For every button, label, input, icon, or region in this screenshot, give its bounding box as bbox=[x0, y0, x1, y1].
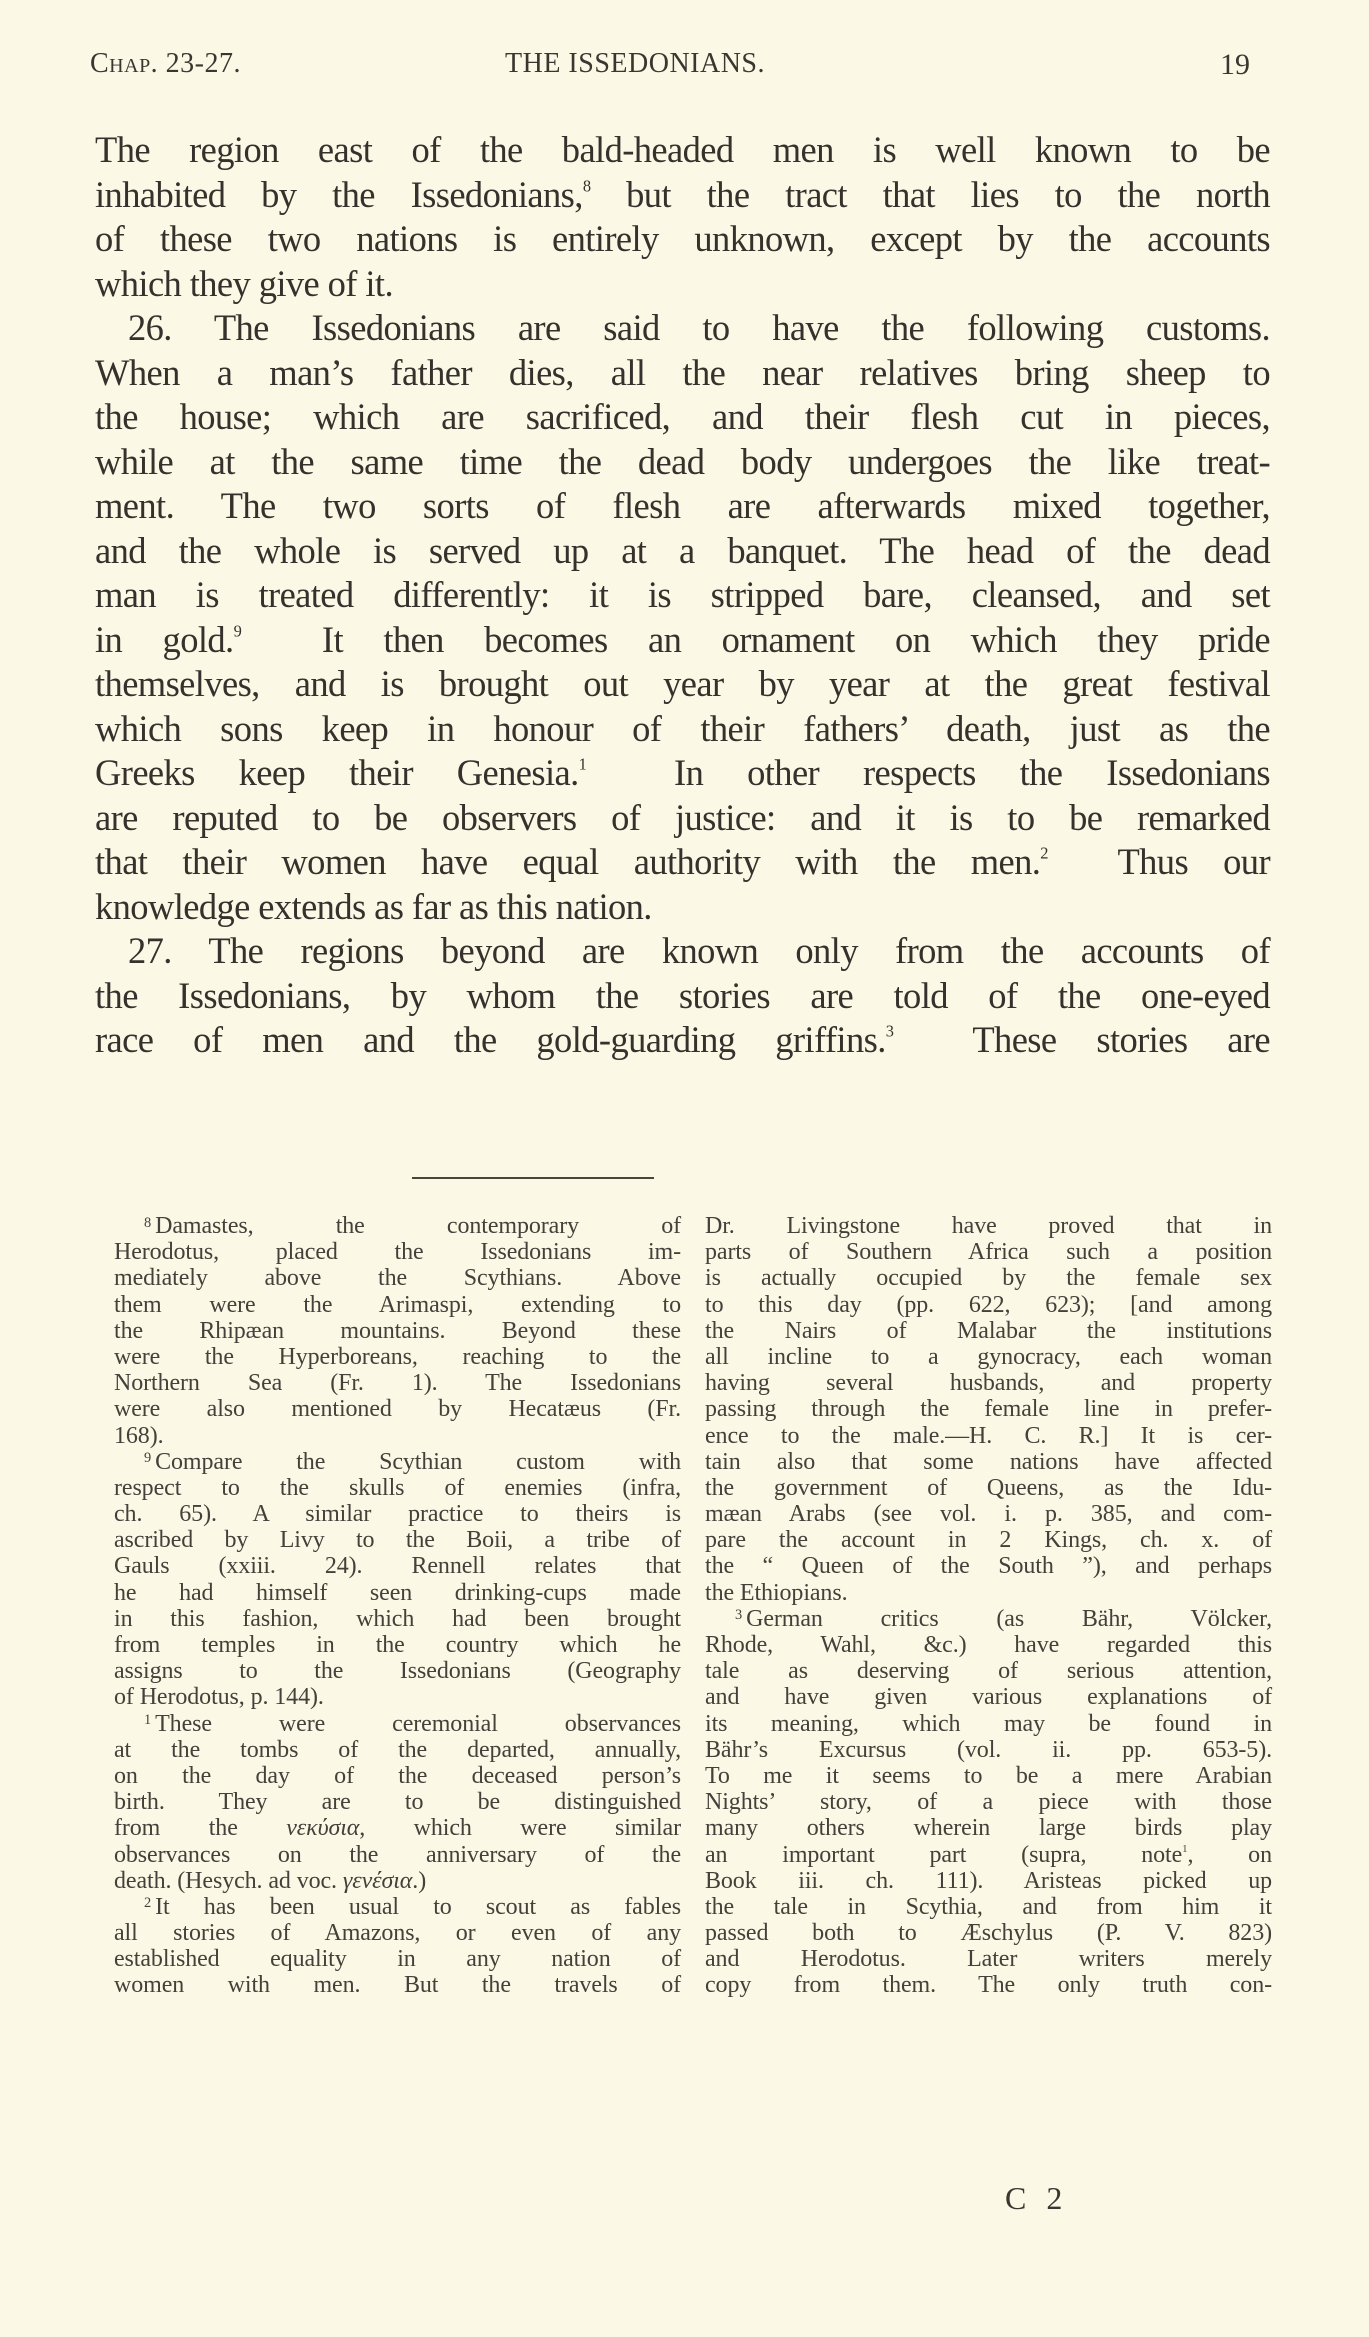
note-line: Northern Sea (Fr. 1). The Issedonians bbox=[114, 1370, 681, 1397]
text-line: of these two nations is entirely unknown, except by the accounts bbox=[95, 218, 1270, 259]
note-line: Book iii. ch. 111). Aristeas picked up bbox=[705, 1867, 1272, 1894]
note-line: Gauls (xxiii. 24). Rennell relates that bbox=[114, 1553, 681, 1580]
note-line: mediately above the Scythians. Above bbox=[114, 1265, 681, 1292]
note-line: he had himself seen drinking-cups made bbox=[114, 1579, 681, 1606]
footnotes-left-column bbox=[114, 1213, 681, 1999]
note-line: passed both to Æschylus (P. V. 823) bbox=[705, 1920, 1272, 1947]
note-line: Bähr’s Excursus (vol. ii. pp. 653-5). bbox=[705, 1736, 1272, 1763]
note-line: women with men. But the travels of bbox=[114, 1972, 681, 1999]
footnote-ref-1[interactable]: 1 bbox=[578, 754, 587, 774]
footnote-mark-8: 8 bbox=[144, 1214, 152, 1231]
note-line: passing through the female line in prefer- bbox=[705, 1396, 1272, 1423]
footnote-1: $^1$ These were ceremonial observances bbox=[144, 1710, 681, 1737]
text-line: The region east of the bald-headed men is well known to be bbox=[95, 129, 1270, 170]
note-line: parts of Southern Africa such a position bbox=[705, 1239, 1272, 1266]
text-line: which they give of it. bbox=[95, 262, 393, 304]
text-line: and the whole is served up at a banquet. The head of the dead bbox=[95, 529, 1270, 571]
note-line: were also mentioned by Hecatæus (Fr. bbox=[114, 1396, 681, 1423]
text-line: which sons keep in honour of their fathers’ death, just as the bbox=[95, 707, 1270, 749]
greek-word-genesia: γενέσια bbox=[342, 1867, 413, 1894]
note-line: many others wherein large birds play bbox=[705, 1815, 1272, 1842]
note-line: them were the Arimaspi, extending to bbox=[114, 1291, 681, 1318]
note-line: observances on the anniversary of the bbox=[114, 1841, 681, 1868]
footnote-mark-3: 3 bbox=[735, 1607, 743, 1624]
supra-note-mark: 1 bbox=[1182, 1842, 1188, 1855]
note-line: respect to the skulls of enemies (infra, bbox=[114, 1474, 681, 1501]
note-line: and have given various explanations of bbox=[705, 1684, 1272, 1711]
note-line: the Nairs of Malabar the institutions bbox=[705, 1317, 1272, 1344]
text-line: race of men and the gold-guarding griffins.$^3$ These stories are bbox=[95, 1019, 1271, 1060]
note-line: Dr. Livingstone have proved that in bbox=[705, 1213, 1272, 1239]
text-line: Greeks keep their Genesia.$^1$ In other respects the Issedonians bbox=[95, 752, 1270, 793]
text-line: the house; which are sacrificed, and their flesh cut in pieces, bbox=[95, 396, 1270, 437]
note-line: 168). bbox=[114, 1422, 164, 1449]
chapter-range: Chap. 23-27. bbox=[90, 48, 242, 79]
note-line: assigns to the Issedonians (Geography bbox=[114, 1658, 681, 1685]
text-line: inhabited by the Issedonians,$^8$ but the tract that lies to the north bbox=[95, 173, 1271, 215]
note-line: the Ethiopians. bbox=[705, 1579, 848, 1606]
signature-mark: C 2 bbox=[1005, 2180, 1069, 2216]
note-line: the Rhipæan mountains. Beyond these bbox=[114, 1317, 681, 1344]
footnote-8: $^8$ Damastes, the contemporary of bbox=[144, 1213, 681, 1239]
note-line: Rhode, Wahl, &c.) have regarded this bbox=[705, 1632, 1272, 1658]
note-line: ch. 65). A similar practice to theirs is bbox=[114, 1501, 681, 1528]
page-number: 19 bbox=[1220, 48, 1250, 81]
note-line: all stories of Amazons, or even of any bbox=[114, 1920, 681, 1947]
footnote-ref-3[interactable]: 3 bbox=[885, 1021, 894, 1041]
text-line: the Issedonians, by whom the stories are told of the one-eyed bbox=[95, 974, 1270, 1016]
note-line: established equality in any nation of bbox=[114, 1946, 681, 1973]
note-line: on the day of the deceased person’s bbox=[114, 1762, 681, 1789]
note-line: and Herodotus. Later writers merely bbox=[705, 1946, 1272, 1973]
note-line: birth. They are to be distinguished bbox=[114, 1789, 681, 1816]
footnote-separator-rule bbox=[412, 1177, 654, 1179]
footnote-9: $^9$ Compare the Scythian custom with bbox=[144, 1448, 681, 1475]
note-line: all incline to a gynocracy, each woman bbox=[705, 1343, 1272, 1370]
note-line: tale as deserving of serious attention, bbox=[705, 1658, 1272, 1685]
text-line: knowledge extends as far as this nation. bbox=[95, 885, 652, 927]
note-line: an important part (supra, note$^1$, on bbox=[705, 1841, 1272, 1868]
text-line: in gold.$^9$ It then becomes an ornament on which they pride bbox=[95, 618, 1270, 660]
section-26-start: 26. The Issedonians are said to have the following customs. bbox=[128, 307, 1270, 348]
running-head bbox=[90, 48, 1270, 88]
footnote-ref-9[interactable]: 9 bbox=[233, 620, 242, 640]
note-line: pare the account in 2 Kings, ch. x. of bbox=[705, 1527, 1272, 1554]
footnote-ref-8[interactable]: 8 bbox=[582, 175, 591, 195]
note-line: ascribed by Livy to the Boii, a tribe of bbox=[114, 1527, 681, 1554]
text-line: themselves, and is brought out year by year at the great festival bbox=[95, 663, 1270, 704]
note-line: Herodotus, placed the Issedonians im- bbox=[114, 1239, 681, 1266]
note-line: death. (Hesych. ad voc. γενέσια.) bbox=[114, 1867, 427, 1894]
note-line: from temples in the country which he bbox=[114, 1632, 681, 1658]
text-line: are reputed to be observers of justice: and it is to be remarked bbox=[95, 796, 1270, 838]
note-line: in this fashion, which had been brought bbox=[114, 1605, 681, 1632]
text-line: that their women have equal authority with the men.$^2$ Thus our bbox=[95, 841, 1271, 882]
note-line: its meaning, which may be found in bbox=[705, 1710, 1272, 1737]
page-title: THE ISSEDONIANS. bbox=[505, 48, 765, 79]
footnote-mark-2: 2 bbox=[144, 1895, 152, 1912]
text-line: man is treated differently: it is stripped bare, cleansed, and set bbox=[95, 574, 1270, 615]
note-line: mæan Arabs (see vol. i. p. 385, and com- bbox=[705, 1501, 1272, 1528]
note-line: copy from them. The only truth con- bbox=[705, 1972, 1272, 1999]
note-line: the tale in Scythia, and from him it bbox=[705, 1893, 1272, 1920]
note-line: Nights’ story, of a piece with those bbox=[705, 1789, 1272, 1816]
note-line: from the νεκύσια, which were similar bbox=[114, 1815, 681, 1842]
footnote-ref-2[interactable]: 2 bbox=[1040, 843, 1048, 863]
note-line: were the Hyperboreans, reaching to the bbox=[114, 1343, 681, 1370]
footnote-3: $^3$ German critics (as Bähr, Völcker, bbox=[735, 1605, 1272, 1632]
text-line: ment. The two sorts of flesh are afterwards mixed together, bbox=[95, 485, 1270, 526]
main-text-body bbox=[95, 128, 1270, 1063]
footnotes-right-column bbox=[705, 1213, 1272, 1999]
text-line: When a man’s father dies, all the near relatives bring sheep to bbox=[95, 351, 1270, 393]
note-line: at the tombs of the departed, annually, bbox=[114, 1736, 681, 1763]
note-line: ence to the male.—H. C. R.] It is cer- bbox=[705, 1422, 1272, 1449]
note-line: to this day (pp. 622, 623); [and among bbox=[705, 1291, 1272, 1318]
note-line: of Herodotus, p. 144). bbox=[114, 1684, 324, 1711]
note-line: To me it seems to be a mere Arabian bbox=[705, 1762, 1272, 1789]
note-line: tain also that some nations have affected bbox=[705, 1448, 1272, 1475]
footnote-mark-9: 9 bbox=[144, 1450, 152, 1467]
text-line: while at the same time the dead body undergoes the like treat- bbox=[95, 440, 1270, 482]
section-27-start: 27. The regions beyond are known only from the accounts of bbox=[128, 930, 1270, 971]
note-line: the “ Queen of the South ”), and perhaps bbox=[705, 1553, 1272, 1580]
note-line: having several husbands, and property bbox=[705, 1370, 1272, 1397]
footnote-2: $^2$ It has been usual to scout as fables bbox=[144, 1893, 681, 1920]
greek-word-nekysia: νεκύσια bbox=[286, 1815, 360, 1842]
note-line: is actually occupied by the female sex bbox=[705, 1265, 1272, 1292]
footnote-mark-1: 1 bbox=[144, 1712, 152, 1729]
note-line: the government of Queens, as the Idu- bbox=[705, 1474, 1272, 1501]
